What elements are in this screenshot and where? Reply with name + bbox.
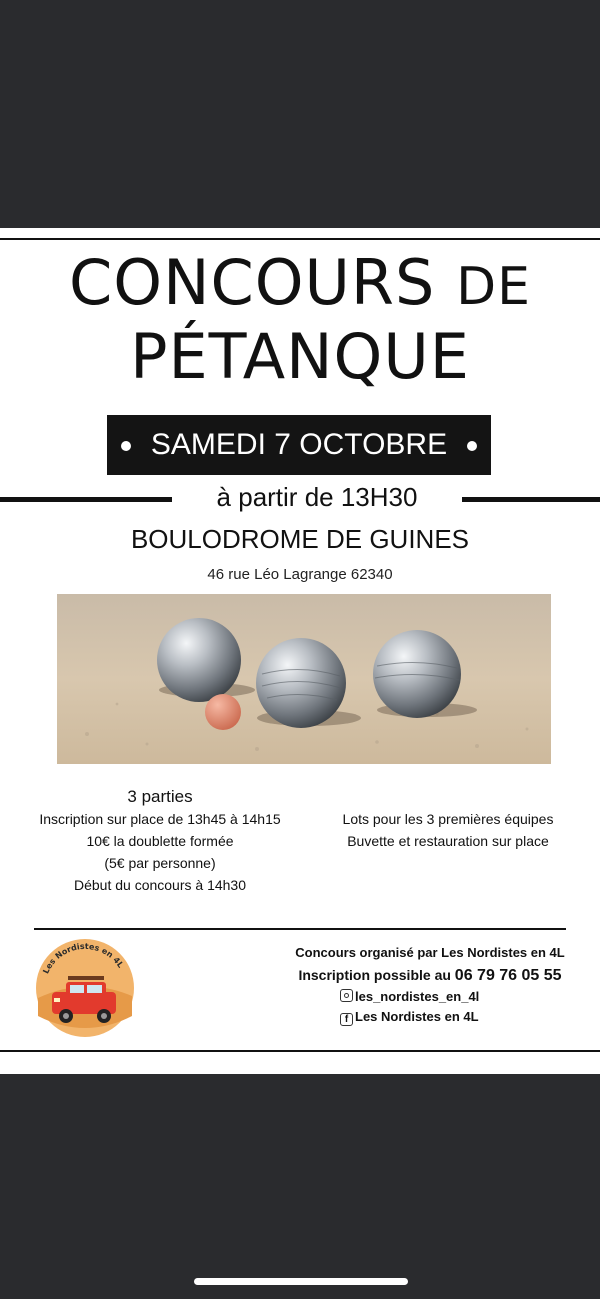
venue-address: 46 rue Léo Lagrange 62340 (207, 566, 393, 583)
organizer-line: Concours organisé par Les Nordistes en 4L (295, 945, 565, 960)
info-right-column (308, 808, 588, 852)
instagram-icon (340, 989, 353, 1002)
facebook-icon: f (340, 1013, 353, 1026)
venue-name: BOULODROME DE GUINES (130, 524, 470, 554)
phone-number[interactable]: 06 79 76 05 55 (454, 967, 562, 984)
poster-title-line1 (0, 246, 600, 319)
registration-time: Inscription sur place de 13h45 à 14h15 (39, 811, 281, 827)
phone-line (270, 964, 590, 987)
date-banner (107, 415, 491, 475)
start-time: Début du concours à 14h30 (73, 877, 246, 893)
title-de: DE (456, 257, 531, 317)
prizes: Lots pour les 3 premières équipes (342, 811, 554, 827)
petanque-balls-image (57, 594, 551, 764)
instagram-handle: les_nordistes_en_4l (355, 989, 480, 1004)
facebook-page: Les Nordistes en 4L (355, 1009, 479, 1024)
bullet-dot (121, 441, 131, 451)
club-logo-image (30, 936, 140, 1038)
event-date: SAMEDI 7 OCTOBRE (150, 428, 448, 461)
time-bar-right (462, 497, 600, 502)
event-time: à partir de 13H30 (216, 482, 418, 512)
bottom-rule (0, 1050, 600, 1052)
logo-text: Les Nordistes en 4L (41, 941, 126, 976)
phone-prefix: Inscription possible au (298, 967, 451, 983)
top-rule (0, 238, 600, 240)
club-logo (30, 936, 140, 1038)
petanque-photo (57, 594, 551, 764)
price-per-person: (5€ par personne) (104, 855, 216, 871)
event-poster (0, 228, 600, 1074)
home-indicator[interactable] (194, 1278, 408, 1285)
time-row (0, 482, 600, 516)
price: 10€ la doublette formée (86, 833, 234, 849)
title-concours: CONCOURS (68, 246, 436, 319)
facebook-row[interactable] (270, 1007, 590, 1027)
time-bar-left (0, 497, 172, 502)
poster-title-line2: PÉTANQUE (130, 320, 470, 393)
bullet-dot (467, 441, 477, 451)
instagram-row[interactable] (270, 987, 590, 1007)
divider-line (34, 928, 566, 930)
games-count: 3 parties (127, 787, 193, 806)
info-left-column (10, 786, 310, 896)
contact-block (270, 942, 590, 1027)
refreshments: Buvette et restauration sur place (347, 833, 549, 849)
